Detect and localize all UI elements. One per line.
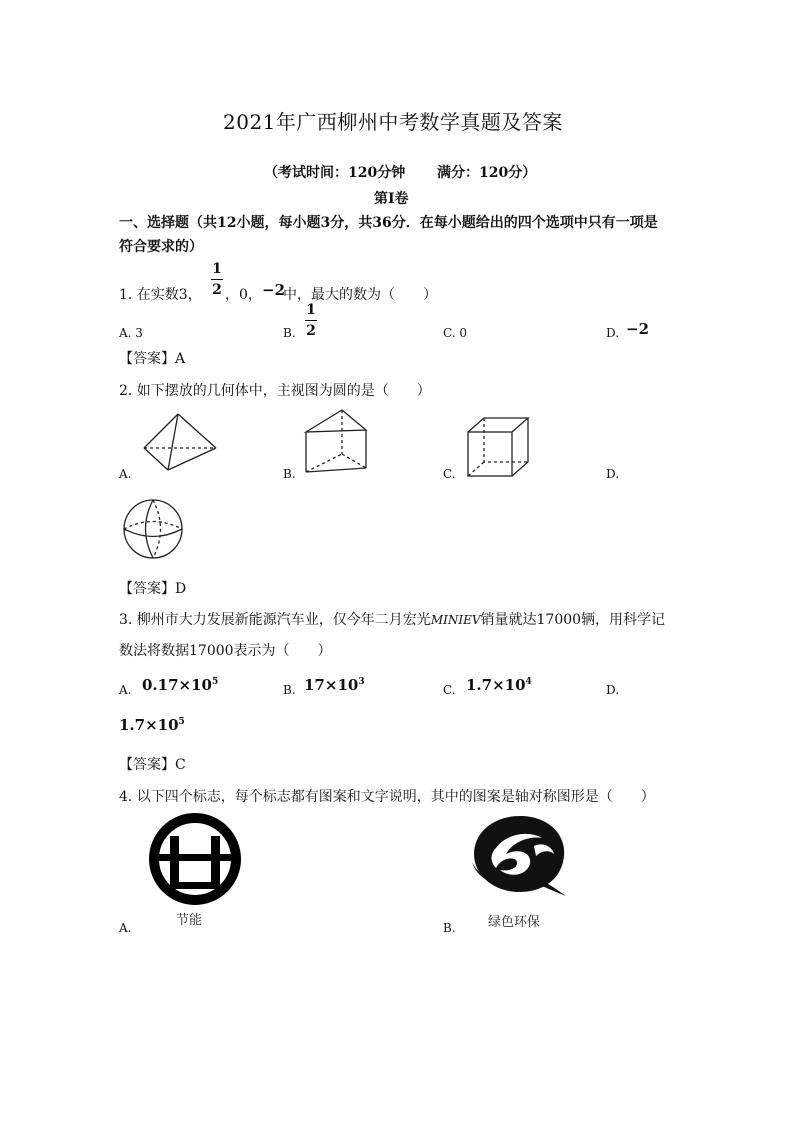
- pyramid-figure: [140, 410, 220, 478]
- q1-neg2: −2: [262, 281, 286, 299]
- cube-figure: [464, 414, 532, 480]
- q1-fraction-numerator: 1: [212, 261, 222, 277]
- q3-answer: 【答案】C: [119, 757, 186, 773]
- q3-option-a-label: A.: [119, 683, 132, 697]
- q1-option-b-denominator: 2: [306, 323, 316, 339]
- q3-option-a-exp: 5: [211, 677, 219, 687]
- q2-option-c: C.: [443, 467, 456, 481]
- page-title: 2021年广西柳州中考数学真题及答案: [223, 110, 563, 134]
- q3-option-a-base: 0.17×10: [142, 676, 212, 694]
- volume-heading: 第Ⅰ卷: [374, 191, 409, 207]
- q1-suffix: 中，最大的数为（ ）: [283, 287, 437, 303]
- q3-brand: MINIEV: [430, 613, 481, 627]
- q3-option-b-base: 17×10: [304, 676, 359, 694]
- q1-option-d-label: D.: [606, 326, 620, 340]
- q3-option-b-label: B.: [283, 683, 296, 697]
- q1-option-c: C. 0: [443, 326, 468, 340]
- q1-option-b-label: B.: [283, 326, 296, 340]
- section-heading-line1: 一、选择题（共12小题，每小题3分，共36分．在每小题给出的四个选项中只有一项是: [119, 215, 658, 231]
- q3-option-d-label: D.: [606, 683, 620, 697]
- exam-score: 满分：120分）: [437, 165, 537, 181]
- q1-option-b-fraction-bar: [305, 320, 317, 321]
- q3-option-c-label: C.: [443, 683, 456, 697]
- q2-option-b: B.: [283, 467, 296, 481]
- q2-option-a: A.: [119, 467, 132, 481]
- q3-option-d-value: [119, 716, 185, 734]
- q3-text-pre: 3. 柳州市大力发展新能源汽车业，仅今年二月宏光: [119, 612, 431, 628]
- q1-fraction: [211, 262, 223, 297]
- q3-option-c-base: 1.7×10: [466, 676, 526, 694]
- section-heading-line2: 符合要求的）: [119, 239, 203, 255]
- q2-text: 2. 如下摆放的几何体中，主视图为圆的是（ ）: [119, 383, 431, 399]
- exam-time: （考试时间：120分钟: [264, 165, 406, 181]
- q1-fraction-bar: [211, 279, 223, 280]
- q1-mid: ，0，: [225, 287, 262, 303]
- q1-prefix: 1. 在实数3，: [119, 287, 202, 303]
- logo-b-caption: 绿色环保: [488, 915, 541, 930]
- q3-line1: [119, 609, 665, 629]
- q3-option-c-exp: 4: [525, 677, 532, 687]
- q2-option-d: D.: [606, 467, 620, 481]
- q1-option-b-fraction: [305, 303, 317, 338]
- q3-text-post: 销量就达17000辆，用科学记: [480, 612, 666, 628]
- energy-saving-logo-icon: [148, 812, 242, 906]
- q3-option-c-value: [466, 676, 532, 694]
- q1-option-d-value: −2: [626, 320, 650, 338]
- triangular-prism-figure: [300, 406, 372, 478]
- q2-answer: 【答案】D: [119, 581, 187, 597]
- q1-option-a: A. 3: [119, 326, 143, 340]
- logo-a-caption: 节能: [176, 913, 203, 928]
- q3-option-d-base: 1.7×10: [119, 716, 179, 734]
- q3-line2: 数法将数据17000表示为（ ）: [119, 643, 332, 659]
- q3-option-d-exp: 5: [178, 717, 185, 727]
- q3-option-b-value: [304, 676, 365, 694]
- q4-text: 4. 以下四个标志，每个标志都有图案和文字说明，其中的图案是轴对称图形是（ ）: [119, 789, 655, 805]
- sphere-figure: [120, 496, 186, 562]
- green-protection-logo-icon: [470, 812, 570, 898]
- q4-option-a: A.: [119, 921, 132, 935]
- q1-option-b-numerator: 1: [306, 302, 316, 318]
- q1-fraction-denominator: 2: [212, 282, 222, 298]
- q1-answer: 【答案】A: [119, 351, 186, 367]
- q3-option-a-value: [142, 676, 218, 694]
- q3-option-b-exp: 3: [358, 677, 365, 687]
- q4-option-b: B.: [443, 921, 456, 935]
